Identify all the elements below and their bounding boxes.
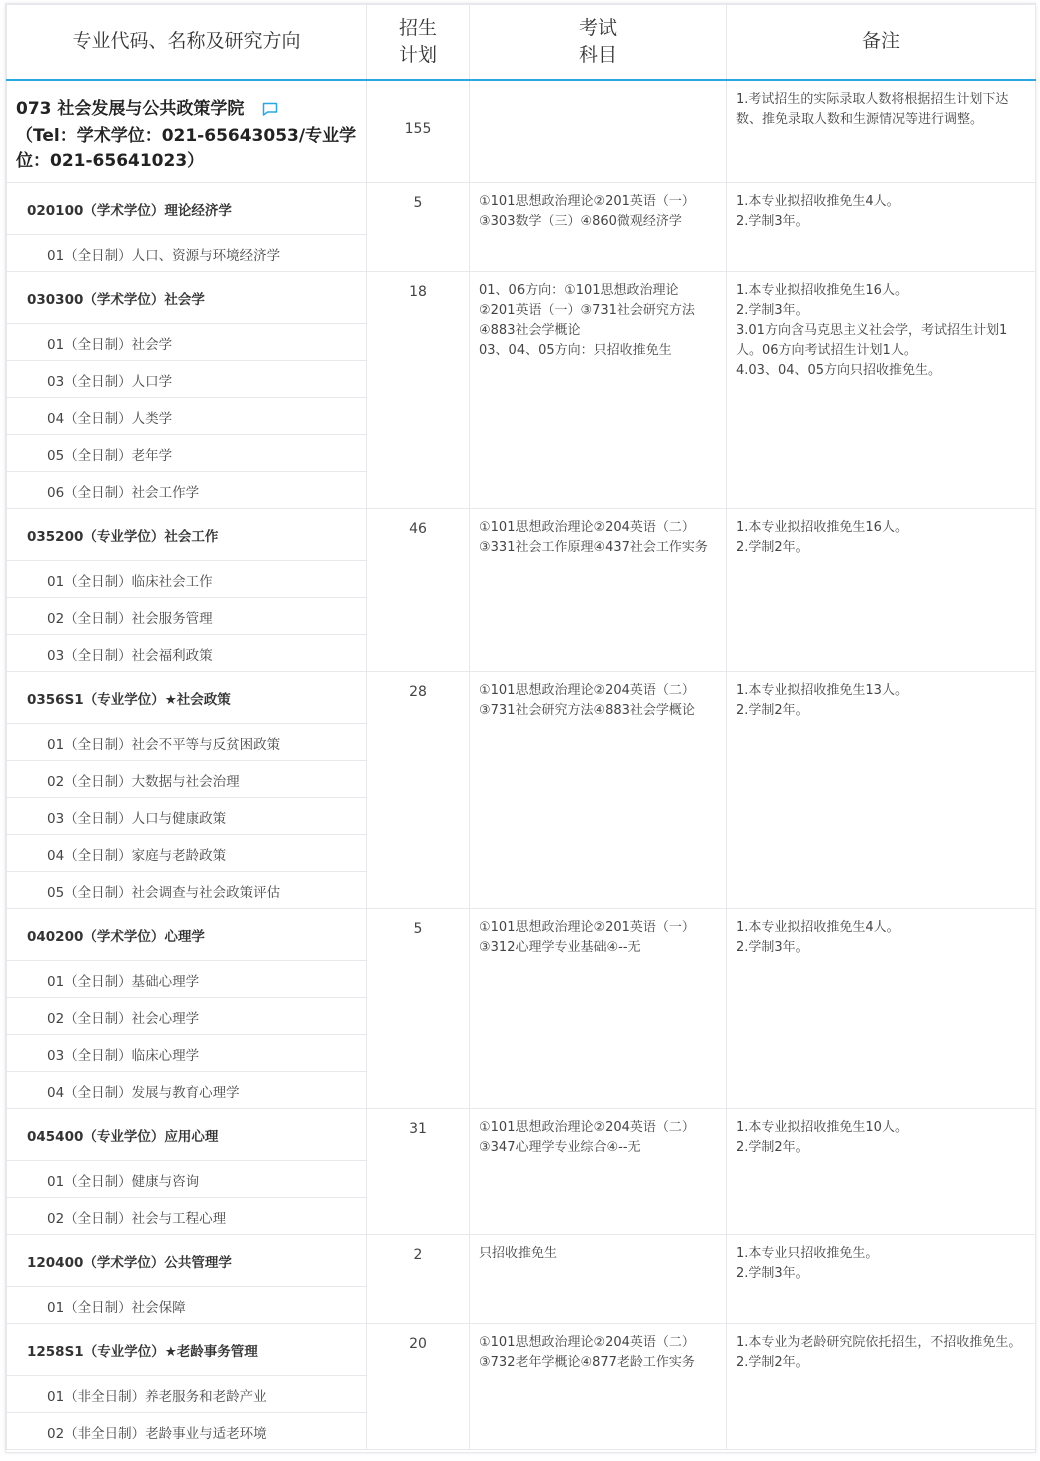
research-direction: 02（全日制）大数据与社会治理 <box>7 761 367 798</box>
major-row <box>7 1235 1036 1287</box>
major-title: 040200（学术学位）心理学 <box>7 909 367 961</box>
major-notes: 1.本专业拟招收推免生13人。 2.学制2年。 <box>727 672 1036 909</box>
major-notes: 1.本专业拟招收推免生4人。 2.学制3年。 <box>727 909 1036 1109</box>
college-title: 073 社会发展与公共政策学院 <box>16 98 245 119</box>
major-notes: 1.本专业拟招收推免生16人。 2.学制2年。 <box>727 509 1036 672</box>
research-direction: 03（全日制）社会福利政策 <box>7 635 367 672</box>
research-direction: 01（全日制）社会保障 <box>7 1287 367 1324</box>
major-subjects: ①101思想政治理论②201英语（一） ③312心理学专业基础④--无 <box>470 909 727 1109</box>
research-direction: 05（全日制）社会调查与社会政策评估 <box>7 872 367 909</box>
major-subjects: ①101思想政治理论②204英语（二） ③732老年学概论④877老龄工作实务 <box>470 1324 727 1450</box>
research-direction: 03（全日制）临床心理学 <box>7 1035 367 1072</box>
header-notes: 备注 <box>727 5 1036 80</box>
header-subjects <box>470 5 727 80</box>
college-cell <box>7 80 367 183</box>
major-subjects: 01、06方向：①101思想政治理论 ②201英语（一）③731社会研究方法 ④883社会学概论 03、04、05方向：只招收推免生 <box>470 272 727 509</box>
major-subjects: 只招收推免生 <box>470 1235 727 1324</box>
major-plan: 5 <box>367 183 470 272</box>
college-tel: （Tel：学术学位：021-65643053/专业学位：021-65641023） <box>16 125 357 171</box>
research-direction: 01（全日制）基础心理学 <box>7 961 367 998</box>
major-title: 120400（学术学位）公共管理学 <box>7 1235 367 1287</box>
table-header-row <box>7 5 1036 80</box>
major-row <box>7 1324 1036 1376</box>
major-row <box>7 183 1036 235</box>
header-subjects-line1: 考试 <box>578 16 617 39</box>
research-direction: 02（全日制）社会与工程心理 <box>7 1198 367 1235</box>
major-plan: 18 <box>367 272 470 509</box>
major-plan: 5 <box>367 909 470 1109</box>
major-subjects: ①101思想政治理论②204英语（二） ③347心理学专业综合④--无 <box>470 1109 727 1235</box>
admissions-table-container <box>5 3 1036 1453</box>
research-direction: 01（全日制）社会不平等与反贫困政策 <box>7 724 367 761</box>
comment-icon[interactable] <box>262 99 278 124</box>
major-title: 045400（专业学位）应用心理 <box>7 1109 367 1161</box>
major-plan: 20 <box>367 1324 470 1450</box>
research-direction: 02（全日制）社会服务管理 <box>7 598 367 635</box>
major-notes: 1.本专业拟招收推免生10人。 2.学制2年。 <box>727 1109 1036 1235</box>
major-subjects: ①101思想政治理论②201英语（一） ③303数学（三）④860微观经济学 <box>470 183 727 272</box>
major-row <box>7 509 1036 561</box>
research-direction: 02（非全日制）老龄事业与适老环境 <box>7 1413 367 1450</box>
major-plan: 28 <box>367 672 470 909</box>
major-plan: 31 <box>367 1109 470 1235</box>
major-plan: 46 <box>367 509 470 672</box>
major-subjects: ①101思想政治理论②204英语（二） ③731社会研究方法④883社会学概论 <box>470 672 727 909</box>
header-subjects-line2: 科目 <box>578 43 617 66</box>
college-plan: 155 <box>367 80 470 183</box>
major-row <box>7 272 1036 324</box>
research-direction: 01（全日制）社会学 <box>7 324 367 361</box>
header-plan-line1: 招生 <box>398 16 437 39</box>
major-title: 0356S1（专业学位）★社会政策 <box>7 672 367 724</box>
research-direction: 03（全日制）人口与健康政策 <box>7 798 367 835</box>
research-direction: 01（非全日制）养老服务和老龄产业 <box>7 1376 367 1413</box>
major-row <box>7 1109 1036 1161</box>
research-direction: 02（全日制）社会心理学 <box>7 998 367 1035</box>
research-direction: 06（全日制）社会工作学 <box>7 472 367 509</box>
major-notes: 1.本专业拟招收推免生4人。 2.学制3年。 <box>727 183 1036 272</box>
research-direction: 05（全日制）老年学 <box>7 435 367 472</box>
college-row <box>7 80 1036 183</box>
major-notes: 1.本专业为老龄研究院依托招生，不招收推免生。 2.学制2年。 <box>727 1324 1036 1450</box>
header-plan-line2: 计划 <box>398 43 437 66</box>
major-plan: 2 <box>367 1235 470 1324</box>
research-direction: 04（全日制）人类学 <box>7 398 367 435</box>
research-direction: 04（全日制）发展与教育心理学 <box>7 1072 367 1109</box>
major-row <box>7 672 1036 724</box>
major-title: 035200（专业学位）社会工作 <box>7 509 367 561</box>
major-notes: 1.本专业拟招收推免生16人。 2.学制3年。 3.01方向含马克思主义社会学，考试招生计划1人。06方向考试招生计划1人。 4.03、04、05方向只招收推免生。 <box>727 272 1036 509</box>
header-major: 专业代码、名称及研究方向 <box>7 5 367 80</box>
college-name <box>7 81 366 174</box>
research-direction: 03（全日制）人口学 <box>7 361 367 398</box>
major-title: 1258S1（专业学位）★老龄事务管理 <box>7 1324 367 1376</box>
major-title: 030300（学术学位）社会学 <box>7 272 367 324</box>
research-direction: 01（全日制）健康与咨询 <box>7 1161 367 1198</box>
research-direction: 01（全日制）人口、资源与环境经济学 <box>7 235 367 272</box>
research-direction: 01（全日制）临床社会工作 <box>7 561 367 598</box>
major-notes: 1.本专业只招收推免生。 2.学制3年。 <box>727 1235 1036 1324</box>
header-plan <box>367 5 470 80</box>
major-row <box>7 909 1036 961</box>
research-direction: 04（全日制）家庭与老龄政策 <box>7 835 367 872</box>
college-subjects <box>470 80 727 183</box>
major-subjects: ①101思想政治理论②204英语（二） ③331社会工作原理④437社会工作实务 <box>470 509 727 672</box>
major-title: 020100（学术学位）理论经济学 <box>7 183 367 235</box>
college-note: 1.考试招生的实际录取人数将根据招生计划下达数、推免录取人数和生源情况等进行调整。 <box>727 80 1036 183</box>
admissions-table <box>6 4 1036 1450</box>
